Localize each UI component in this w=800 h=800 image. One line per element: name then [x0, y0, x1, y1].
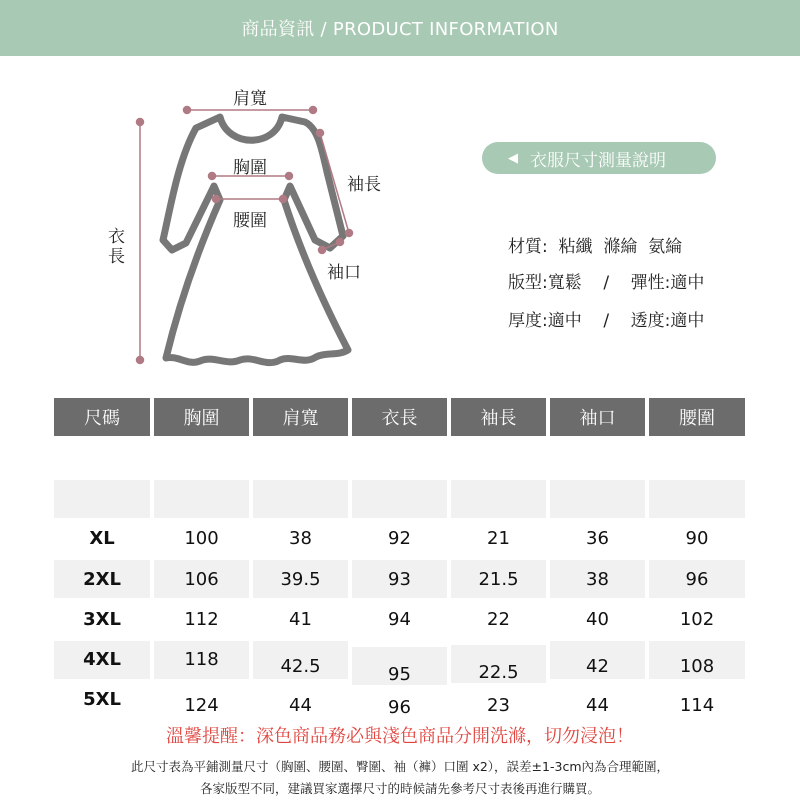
dress-diagram [0, 60, 420, 380]
label-length-1: 衣 [108, 227, 125, 247]
cell-sleeve: 22 [487, 608, 510, 630]
cell-chest: 118 [154, 641, 249, 679]
cell-waist: 102 [679, 608, 715, 630]
cell-size: 2XL [54, 560, 150, 598]
header-waist: 腰圍 [649, 398, 745, 436]
cell-length: 93 [352, 560, 447, 598]
header-chest: 胸圍 [154, 398, 249, 436]
measure-guide-label: 衣服尺寸測量說明 [530, 150, 666, 171]
header-shoulder: 肩寬 [253, 398, 348, 436]
cell-chest: 106 [154, 560, 249, 598]
cell-sleeve: 21.5 [451, 560, 546, 598]
cell-shoulder: 44 [289, 694, 312, 716]
cell-shoulder: 42.5 [253, 641, 348, 679]
header-sleeve: 袖長 [451, 398, 546, 436]
spec-thickness: 厚度:適中 / 透度:適中 [508, 311, 705, 331]
cell-cuff: 42 [550, 641, 645, 679]
label-waist: 腰圍 [233, 211, 267, 231]
cell-shoulder: 39.5 [253, 560, 348, 598]
measure-guide-button[interactable] [482, 142, 716, 174]
cell-length: 94 [388, 608, 411, 630]
cell-size: 5XL [83, 688, 121, 710]
cell-chest: 112 [184, 608, 219, 630]
label-cuff: 袖口 [327, 263, 361, 283]
info-banner [0, 0, 800, 56]
cell-waist: 108 [649, 641, 745, 679]
cell-cuff: 44 [586, 694, 609, 716]
spec-fit: 版型:寬鬆 / 彈性:適中 [508, 273, 705, 293]
cell-chest: 124 [184, 694, 219, 716]
cell-cuff: 38 [550, 560, 645, 598]
header-cuff: 袖口 [550, 398, 645, 436]
size-note-line-1: 此尺寸表為平鋪測量尺寸（胸圍、腰圍、臀圍、袖（褲）口圍 x2），誤差±1-3cm內為合理範圍， [130, 759, 669, 774]
cell-waist: 96 [649, 560, 745, 598]
cell-sleeve: 21 [487, 527, 510, 549]
cell-waist: 90 [685, 527, 709, 549]
cell-waist: 114 [679, 694, 715, 716]
cell-cuff: 40 [586, 608, 609, 630]
cell-length: 95 [352, 647, 447, 685]
cell-sleeve: 23 [487, 694, 510, 716]
size-note-line-2: 各家版型不同，建議買家選擇尺寸的時候請先參考尺寸表後再進行購買。 [199, 781, 600, 796]
cell-shoulder: 38 [289, 527, 312, 549]
cell-sleeve: 22.5 [451, 645, 546, 683]
washing-warning: 溫馨提醒：深色商品務必與淺色商品分開洗滌，切勿浸泡！ [166, 726, 634, 747]
label-shoulder: 肩寬 [233, 89, 267, 109]
left-triangle-icon: ◀ [508, 150, 518, 166]
banner-title: 商品資訊 / PRODUCT INFORMATION [241, 19, 559, 40]
cell-size: 3XL [83, 608, 121, 630]
label-sleeve-length: 袖長 [347, 175, 381, 195]
spec-material: 材質: 粘纖 滌綸 氨綸 [508, 237, 683, 257]
cell-shoulder: 41 [289, 608, 312, 630]
cell-size: XL [89, 527, 115, 549]
cell-length: 96 [388, 696, 411, 718]
label-length-2: 長 [108, 247, 125, 267]
header-size: 尺碼 [54, 398, 150, 436]
cell-chest: 100 [184, 527, 219, 549]
sleeve-line [320, 133, 349, 233]
label-chest: 胸圍 [233, 158, 267, 178]
cell-cuff: 36 [586, 527, 609, 549]
cell-size: 4XL [54, 641, 150, 679]
header-length: 衣長 [352, 398, 447, 436]
cell-length: 92 [388, 527, 411, 549]
